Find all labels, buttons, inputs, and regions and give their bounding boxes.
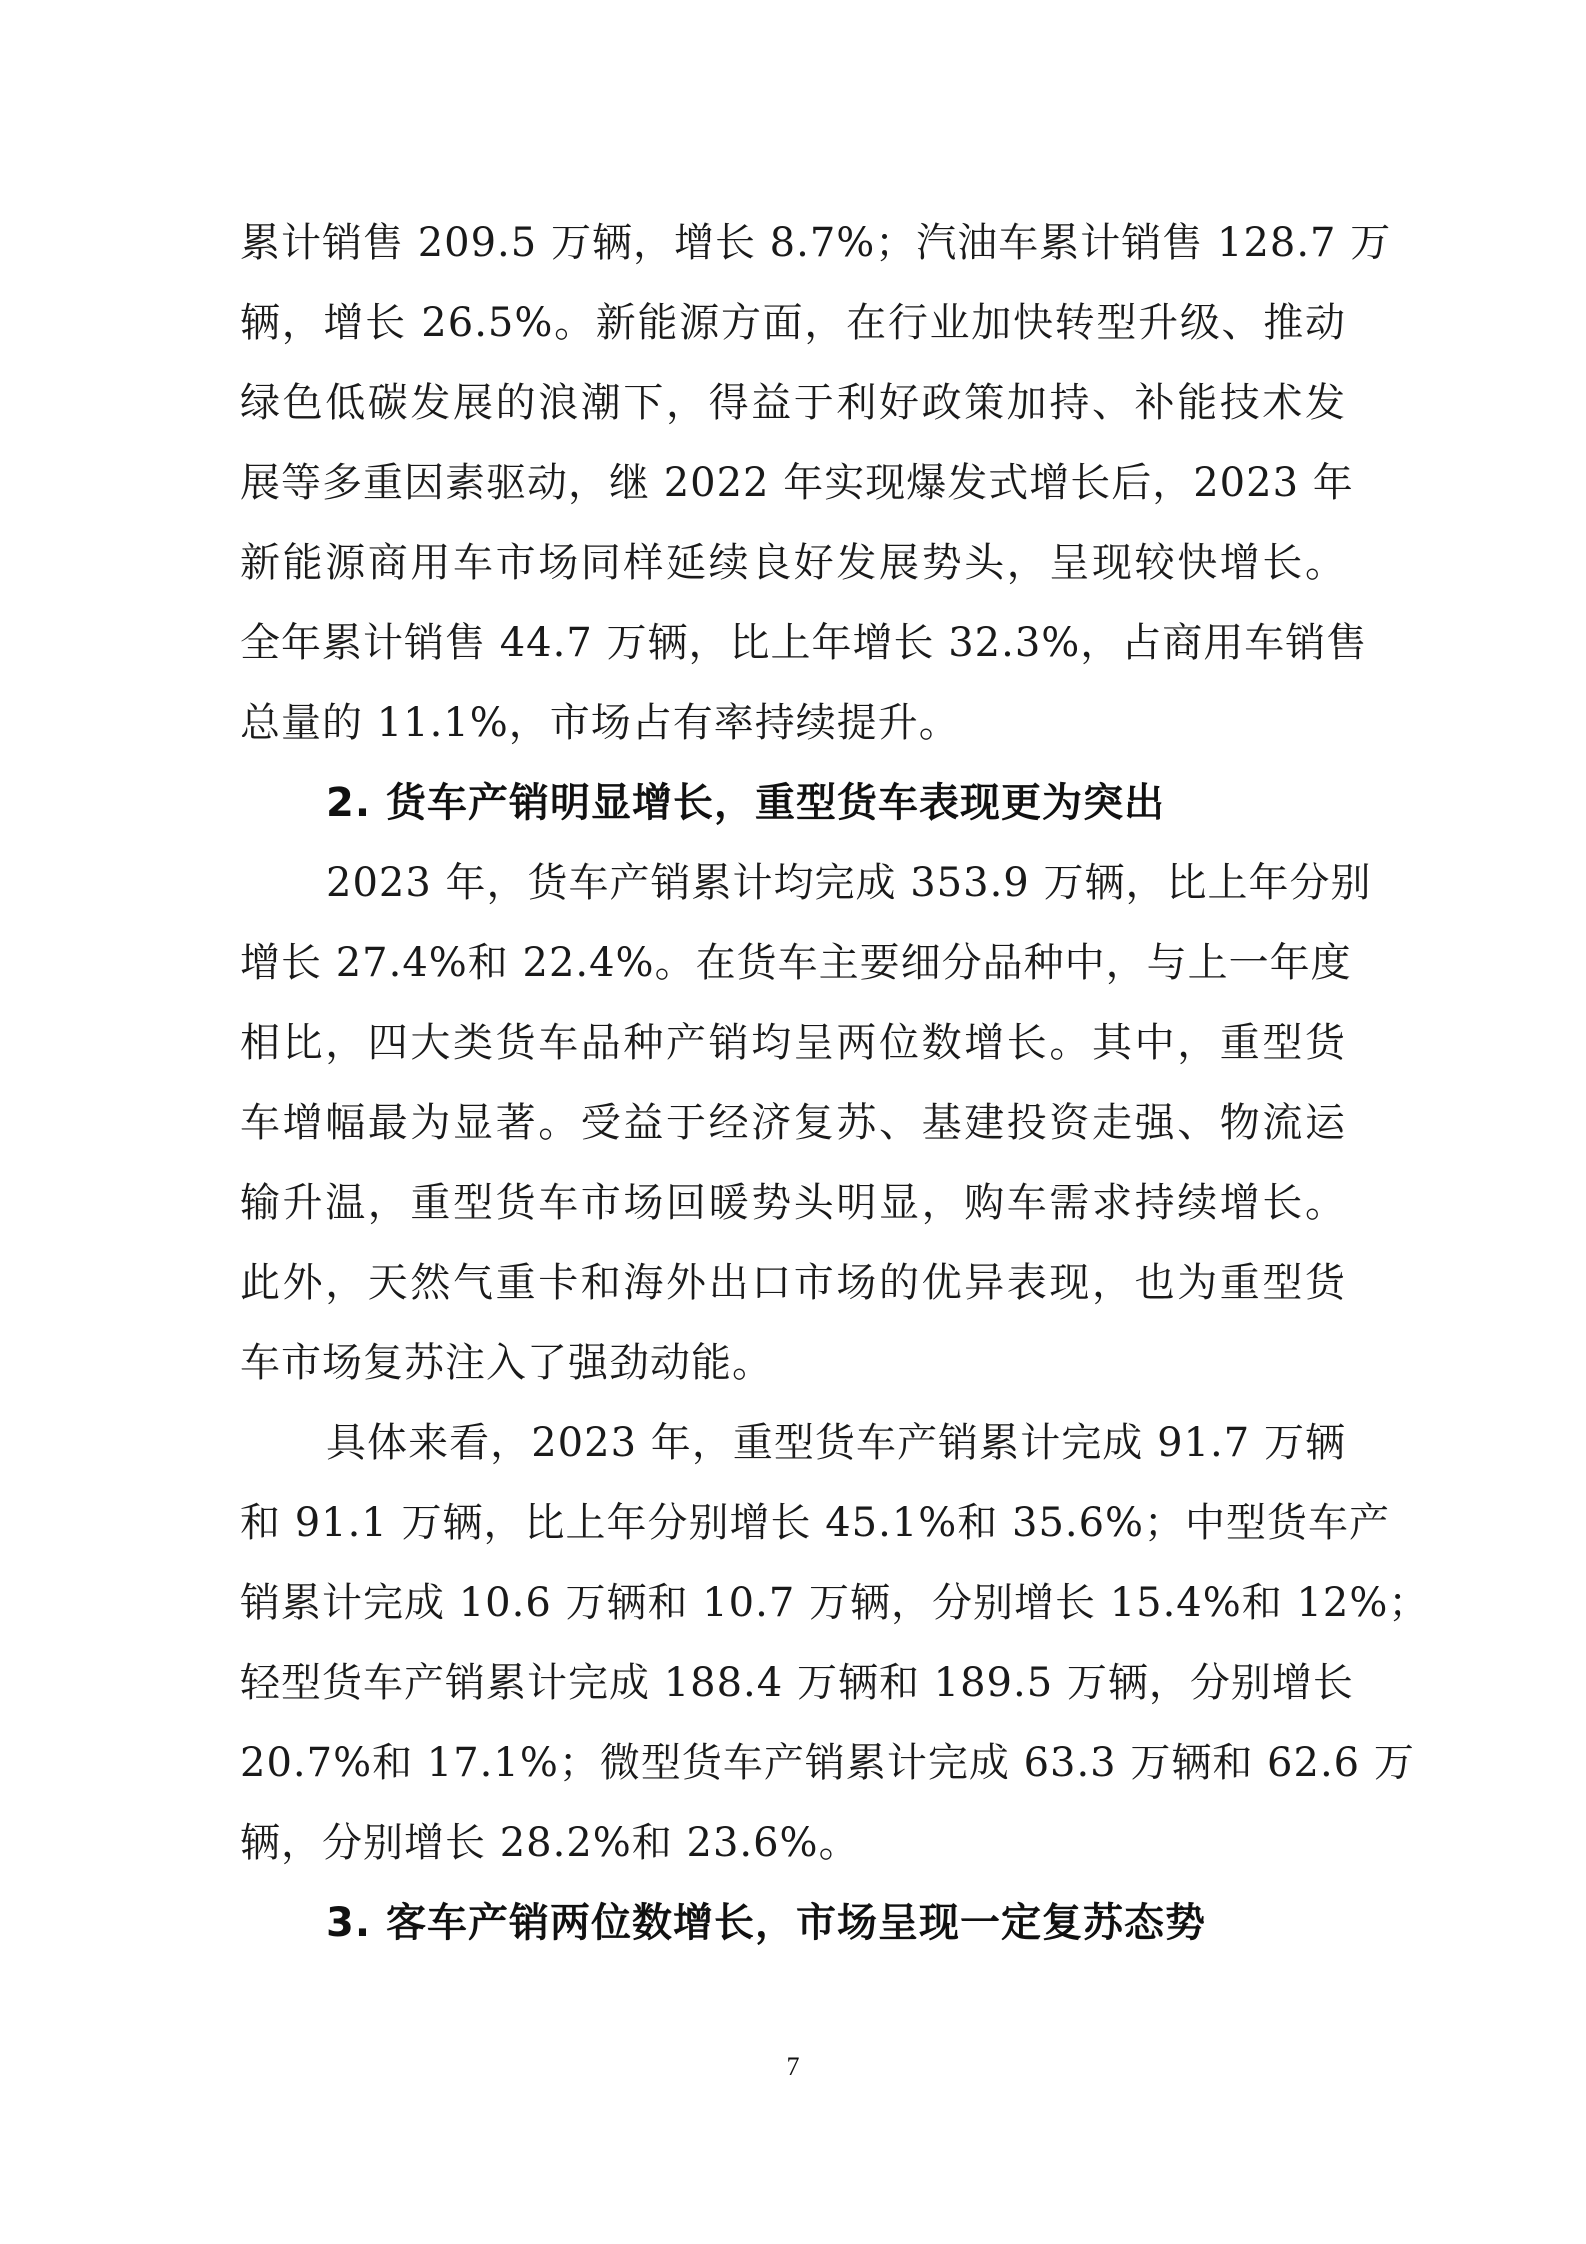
section-heading-2: 2. 货车产销明显增长，重型货车表现更为突出 <box>326 780 1165 826</box>
paragraph-line: 全年累计销售 44.7 万辆，比上年增长 32.3%，占商用车销售 <box>240 620 1368 666</box>
paragraph-line: 辆，增长 26.5%。新能源方面，在行业加快转型升级、推动 <box>240 300 1346 346</box>
paragraph-line: 2023 年，货车产销累计均完成 353.9 万辆，比上年分别 <box>326 860 1372 906</box>
paragraph-line: 总量的 11.1%，市场占有率持续提升。 <box>240 700 960 746</box>
paragraph-line: 新能源商用车市场同样延续良好发展势头，呈现较快增长。 <box>240 540 1346 586</box>
section-heading-3: 3. 客车产销两位数增长，市场呈现一定复苏态势 <box>326 1900 1206 1946</box>
paragraph-line: 展等多重因素驱动，继 2022 年实现爆发式增长后，2023 年 <box>240 460 1354 506</box>
paragraph-line: 输升温，重型货车市场回暖势头明显，购车需求持续增长。 <box>240 1180 1346 1226</box>
paragraph-line: 20.7%和 17.1%；微型货车产销累计完成 63.3 万辆和 62.6 万 <box>240 1740 1415 1786</box>
paragraph-line: 和 91.1 万辆，比上年分别增长 45.1%和 35.6%；中型货车产 <box>240 1500 1391 1546</box>
paragraph-line: 车市场复苏注入了强劲动能。 <box>240 1340 773 1386</box>
paragraph-line: 此外，天然气重卡和海外出口市场的优异表现，也为重型货 <box>240 1260 1346 1306</box>
paragraph-line: 绿色低碳发展的浪潮下，得益于利好政策加持、补能技术发 <box>240 380 1346 426</box>
paragraph-line: 车增幅最为显著。受益于经济复苏、基建投资走强、物流运 <box>240 1100 1346 1146</box>
paragraph-line: 相比，四大类货车品种产销均呈两位数增长。其中，重型货 <box>240 1020 1346 1066</box>
paragraph-line: 轻型货车产销累计完成 188.4 万辆和 189.5 万辆，分别增长 <box>240 1660 1354 1706</box>
paragraph-line: 销累计完成 10.6 万辆和 10.7 万辆，分别增长 15.4%和 12%； <box>240 1580 1430 1626</box>
paragraph-line: 累计销售 209.5 万辆，增长 8.7%；汽油车累计销售 128.7 万 <box>240 220 1392 266</box>
paragraph-line: 辆，分别增长 28.2%和 23.6%。 <box>240 1820 860 1866</box>
paragraph-line: 具体来看，2023 年，重型货车产销累计完成 91.7 万辆 <box>326 1420 1346 1466</box>
paragraph-line: 增长 27.4%和 22.4%。在货车主要细分品种中，与上一年度 <box>240 940 1352 986</box>
page-number: 7 <box>786 2052 800 2081</box>
